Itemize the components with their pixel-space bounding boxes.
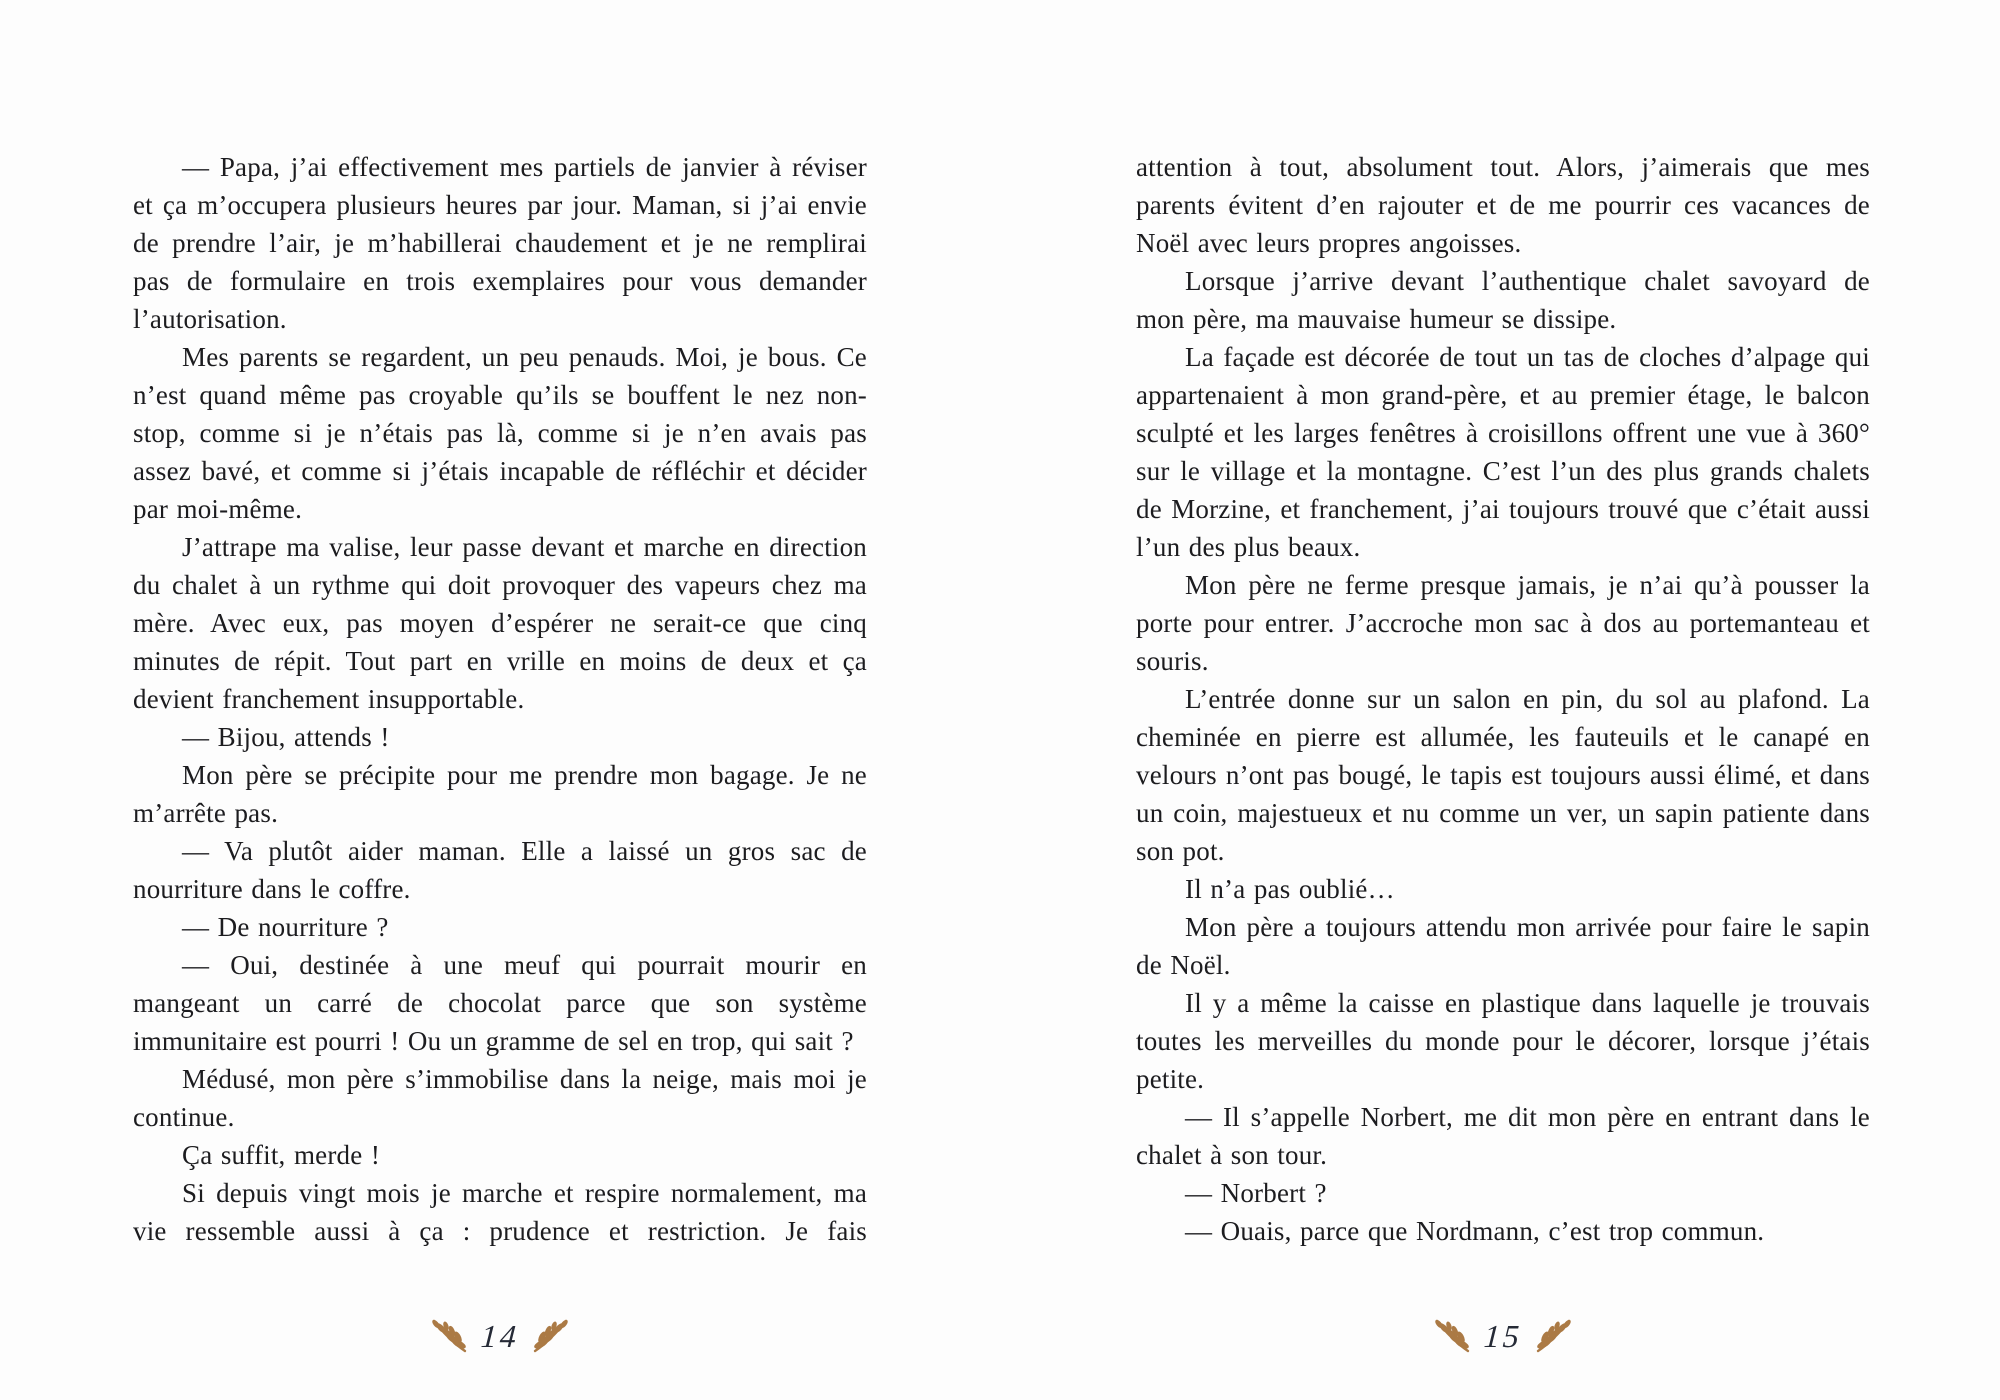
paragraph: J’attrape ma valise, leur passe devant et marche en direction du chalet à un rythme qui doit provoquer des vapeurs chez ma mère. Avec eux, pas moyen d’espérer ne serait-ce que cinq minutes de répit. Tout part en vrille en moins de deux et ça devient franchement insupportable. <box>133 532 867 714</box>
paragraph: attention à tout, absolument tout. Alors, j’aimerais que mes parents évitent d’en rajouter et de me pourrir ces vacances de Noël avec leurs propres angoisses. <box>1136 152 1870 258</box>
laurel-sprig-icon <box>532 1318 572 1354</box>
page-number: 14 <box>479 1317 521 1354</box>
paragraph: Mon père a toujours attendu mon arrivée pour faire le sapin de Noël. <box>1136 912 1870 980</box>
paragraph: La façade est décorée de tout un tas de cloches d’alpage qui appartenaient à mon grand-père, et au premier étage, le balcon sculpté et les larges fenêtres à croisillons offrent une vue à 360° sur le village et la montagne. C’est l’un des plus grands chalets de Morzine, et franchement, j’ai toujours trouvé que c’était aussi l’un des plus beaux. <box>1136 342 1870 562</box>
paragraph: Mon père se précipite pour me prendre mon bagage. Je ne m’arrête pas. <box>133 760 867 828</box>
paragraph: Mes parents se regardent, un peu penauds. Moi, je bous. Ce n’est quand même pas croyable qu’ils se bouffent le nez non-stop, comme si je n’étais pas là, comme si je n’en avais pas assez bavé, et comme si j’étais incapable de réfléchir et décider par moi-même. <box>133 342 867 524</box>
dialogue-line: — Bijou, attends ! <box>182 722 390 752</box>
paragraph: Médusé, mon père s’immobilise dans la neige, mais moi je continue. <box>133 1064 867 1132</box>
paragraph: Lorsque j’arrive devant l’authentique chalet savoyard de mon père, ma mauvaise humeur se dissipe. <box>1136 266 1870 334</box>
page-number: 15 <box>1482 1317 1524 1354</box>
book-page-right <box>1136 148 1870 1250</box>
dialogue-line: — Norbert ? <box>1185 1178 1327 1208</box>
paragraph: Il n’a pas oublié… <box>1185 874 1395 904</box>
paragraph: Ça suffit, merde ! <box>182 1140 381 1170</box>
paragraph: — Papa, j’ai effectivement mes partiels de janvier à réviser et ça m’occupera plusieurs heures par jour. Maman, si j’ai envie de prendre l’air, je m’habillerai chaudement et je ne remplirai pas de formulaire en trois exemplaires pour vous demander l’autorisation. <box>133 152 867 334</box>
paragraph: Mon père ne ferme presque jamais, je n’ai qu’à pousser la porte pour entrer. J’accroche mon sac à dos au portemanteau et souris. <box>1136 570 1870 676</box>
dialogue-line: — Il s’appelle Norbert, me dit mon père en entrant dans le chalet à son tour. <box>1136 1102 1870 1170</box>
dialogue-line: — De nourriture ? <box>182 912 389 942</box>
folio-right <box>1136 1308 1870 1364</box>
dialogue-line: — Ouais, parce que Nordmann, c’est trop commun. <box>1185 1216 1765 1246</box>
laurel-sprig-icon <box>428 1318 468 1354</box>
folio-left <box>133 1308 867 1364</box>
laurel-sprig-icon <box>1431 1318 1471 1354</box>
paragraph: L’entrée donne sur un salon en pin, du sol au plafond. La cheminée en pierre est allumée, les fauteuils et le canapé en velours n’ont pas bougé, le tapis est toujours aussi élimé, et dans un coin, majestueux et nu comme un ver, un sapin patiente dans son pot. <box>1136 684 1870 866</box>
book-page-left <box>133 148 867 1250</box>
paragraph: Si depuis vingt mois je marche et respire normalement, ma vie ressemble aussi à ça : prudence et restriction. Je fais <box>133 1178 867 1246</box>
paragraph: Il y a même la caisse en plastique dans laquelle je trouvais toutes les merveilles du monde pour le décorer, lorsque j’étais petite. <box>1136 988 1870 1094</box>
laurel-sprig-icon <box>1535 1318 1575 1354</box>
dialogue-line: — Oui, destinée à une meuf qui pourrait mourir en mangeant un carré de chocolat parce que son système immunitaire est pourri ! Ou un gramme de sel en trop, qui sait ? <box>133 950 867 1056</box>
dialogue-line: — Va plutôt aider maman. Elle a laissé un gros sac de nourriture dans le coffre. <box>133 836 867 904</box>
